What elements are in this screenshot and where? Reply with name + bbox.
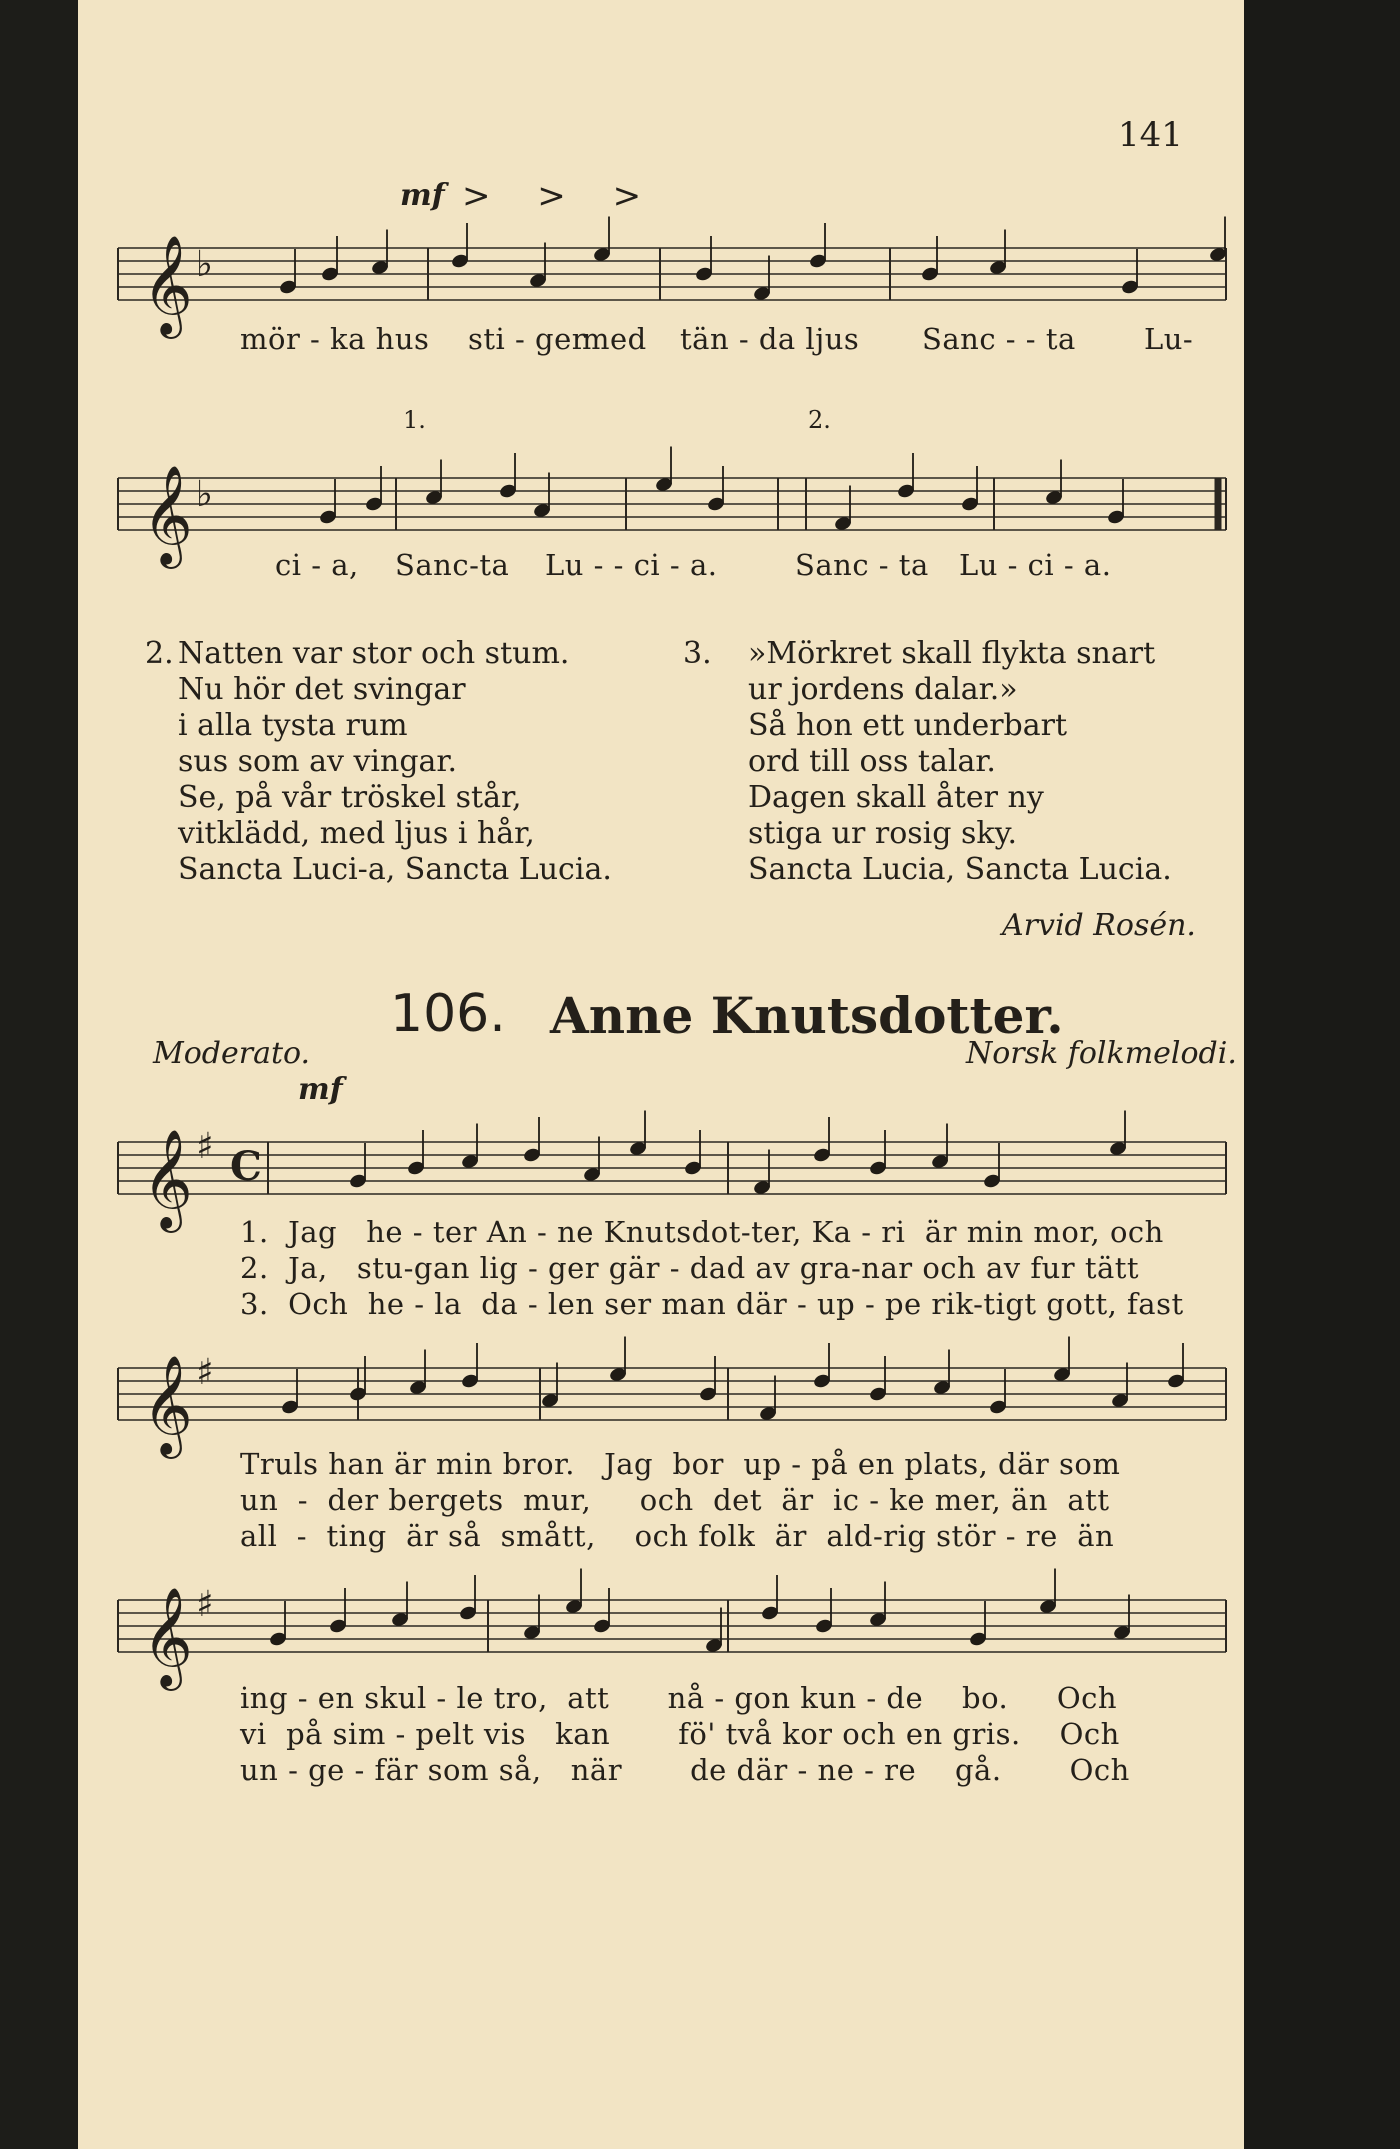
author-credit: Arvid Rosén. — [1002, 908, 1196, 943]
verse-line: Natten var stor och stum. — [178, 636, 570, 671]
verse-line: vitklädd, med ljus i hår, — [178, 816, 535, 851]
treble-clef-icon: 𝄞 — [142, 465, 193, 565]
lyric-syllables: Lu - ci - a. — [959, 548, 1112, 582]
music-staff — [118, 1108, 1228, 1229]
tempo-marking: Moderato. — [153, 1036, 311, 1071]
sharp-key-signature-icon: ♯ — [196, 1584, 214, 1625]
verse-number: 2. — [145, 636, 174, 671]
treble-clef-icon: 𝄞 — [142, 1129, 193, 1229]
verse-3 — [748, 636, 1172, 888]
lyrics-line: ing - en skul - le tro, att nå - gon kun - de bo. Och — [240, 1681, 1118, 1715]
verse-line: Dagen skall åter ny — [748, 780, 1044, 815]
common-time-icon: C — [230, 1143, 262, 1190]
verse-line: »Mörkret skall flykta snart — [748, 636, 1156, 671]
lyrics-line: 3. Och he - la da - len ser man där - up - pe rik-tigt gott, fast — [240, 1287, 1184, 1321]
melody-origin: Norsk folkmelodi. — [966, 1036, 1237, 1071]
lyric-syllables: Lu- — [1144, 322, 1194, 356]
song-title: Anne Knutsdotter. — [550, 986, 1064, 1045]
song-number: 106. — [390, 984, 506, 1044]
lyrics-block — [240, 1214, 1184, 1322]
verse-line: Sancta Lucia, Sancta Lucia. — [748, 852, 1172, 887]
first-ending-label: 1. — [403, 406, 426, 434]
lyrics-line: 2. Ja, stu-gan lig - ger gär - dad av gra-nar och av fur tätt — [240, 1251, 1140, 1285]
verse-line: Så hon ett underbart — [748, 708, 1068, 743]
lyric-syllables: Lu - - ci - a. — [545, 548, 718, 582]
verse-line: ord till oss talar. — [748, 744, 996, 779]
sharp-key-signature-icon: ♯ — [196, 1352, 214, 1393]
verse-line: Se, på vår tröskel står, — [178, 780, 522, 815]
flat-key-signature-icon: ♭ — [196, 474, 213, 515]
lyrics-line: un - ge - fär som så, när de där - ne - re gå. Och — [240, 1753, 1130, 1787]
verse-line: stiga ur rosig sky. — [748, 816, 1018, 851]
page-number: 141 — [1118, 115, 1183, 155]
verse-line: sus som av vingar. — [178, 744, 457, 779]
lyric-syllables: Sanc - - ta — [922, 322, 1076, 356]
dynamic-marking: mf — [298, 1072, 343, 1107]
lyric-syllables: tän - da ljus — [680, 322, 860, 356]
music-staff — [118, 1566, 1228, 1686]
lyric-syllables: sti - ger — [468, 322, 587, 356]
sharp-key-signature-icon: ♯ — [196, 1126, 214, 1167]
verse-number: 3. — [683, 636, 712, 671]
treble-clef-icon: 𝄞 — [142, 235, 193, 335]
verse-2 — [178, 636, 612, 888]
second-ending-label: 2. — [808, 406, 831, 434]
lyrics-line: Truls han är min bror. Jag bor up - på en plats, där som — [240, 1447, 1121, 1481]
flat-key-signature-icon: ♭ — [196, 244, 213, 285]
lyric-syllables: Sanc - ta — [795, 548, 929, 582]
lyrics-block — [240, 1680, 1130, 1788]
dynamic-marking: mf — [400, 178, 445, 213]
lyrics-block — [240, 1446, 1120, 1554]
lyrics-line: 1. Jag he - ter An - ne Knutsdot-ter, Ka - ri är min mor, och — [240, 1215, 1164, 1249]
verse-line: Sancta Luci-a, Sancta Lucia. — [178, 852, 612, 887]
verse-line: ur jordens dalar.» — [748, 672, 1018, 707]
treble-clef-icon: 𝄞 — [142, 1355, 193, 1455]
lyrics-line: all - ting är så smått, och folk är ald-rig stör - re än — [240, 1519, 1115, 1553]
lyric-syllables: ci - a, — [275, 548, 359, 582]
scan-edge — [1244, 0, 1400, 2149]
music-staff — [118, 214, 1228, 335]
lyric-syllables: med — [582, 322, 647, 356]
verse-line: i alla tysta rum — [178, 708, 408, 743]
verse-line: Nu hör det svingar — [178, 672, 466, 707]
lyric-syllables: mör - ka hus — [240, 322, 430, 356]
lyrics-line: vi på sim - pelt vis kan fö' två kor och en gris. Och — [240, 1717, 1120, 1751]
accent-marks: > > > — [462, 176, 660, 216]
treble-clef-icon: 𝄞 — [142, 1587, 193, 1687]
lyrics-line: un - der bergets mur, och det är ic - ke mer, än att — [240, 1483, 1110, 1517]
music-staff — [118, 1334, 1228, 1455]
lyric-syllables: Sanc-ta — [395, 548, 510, 582]
